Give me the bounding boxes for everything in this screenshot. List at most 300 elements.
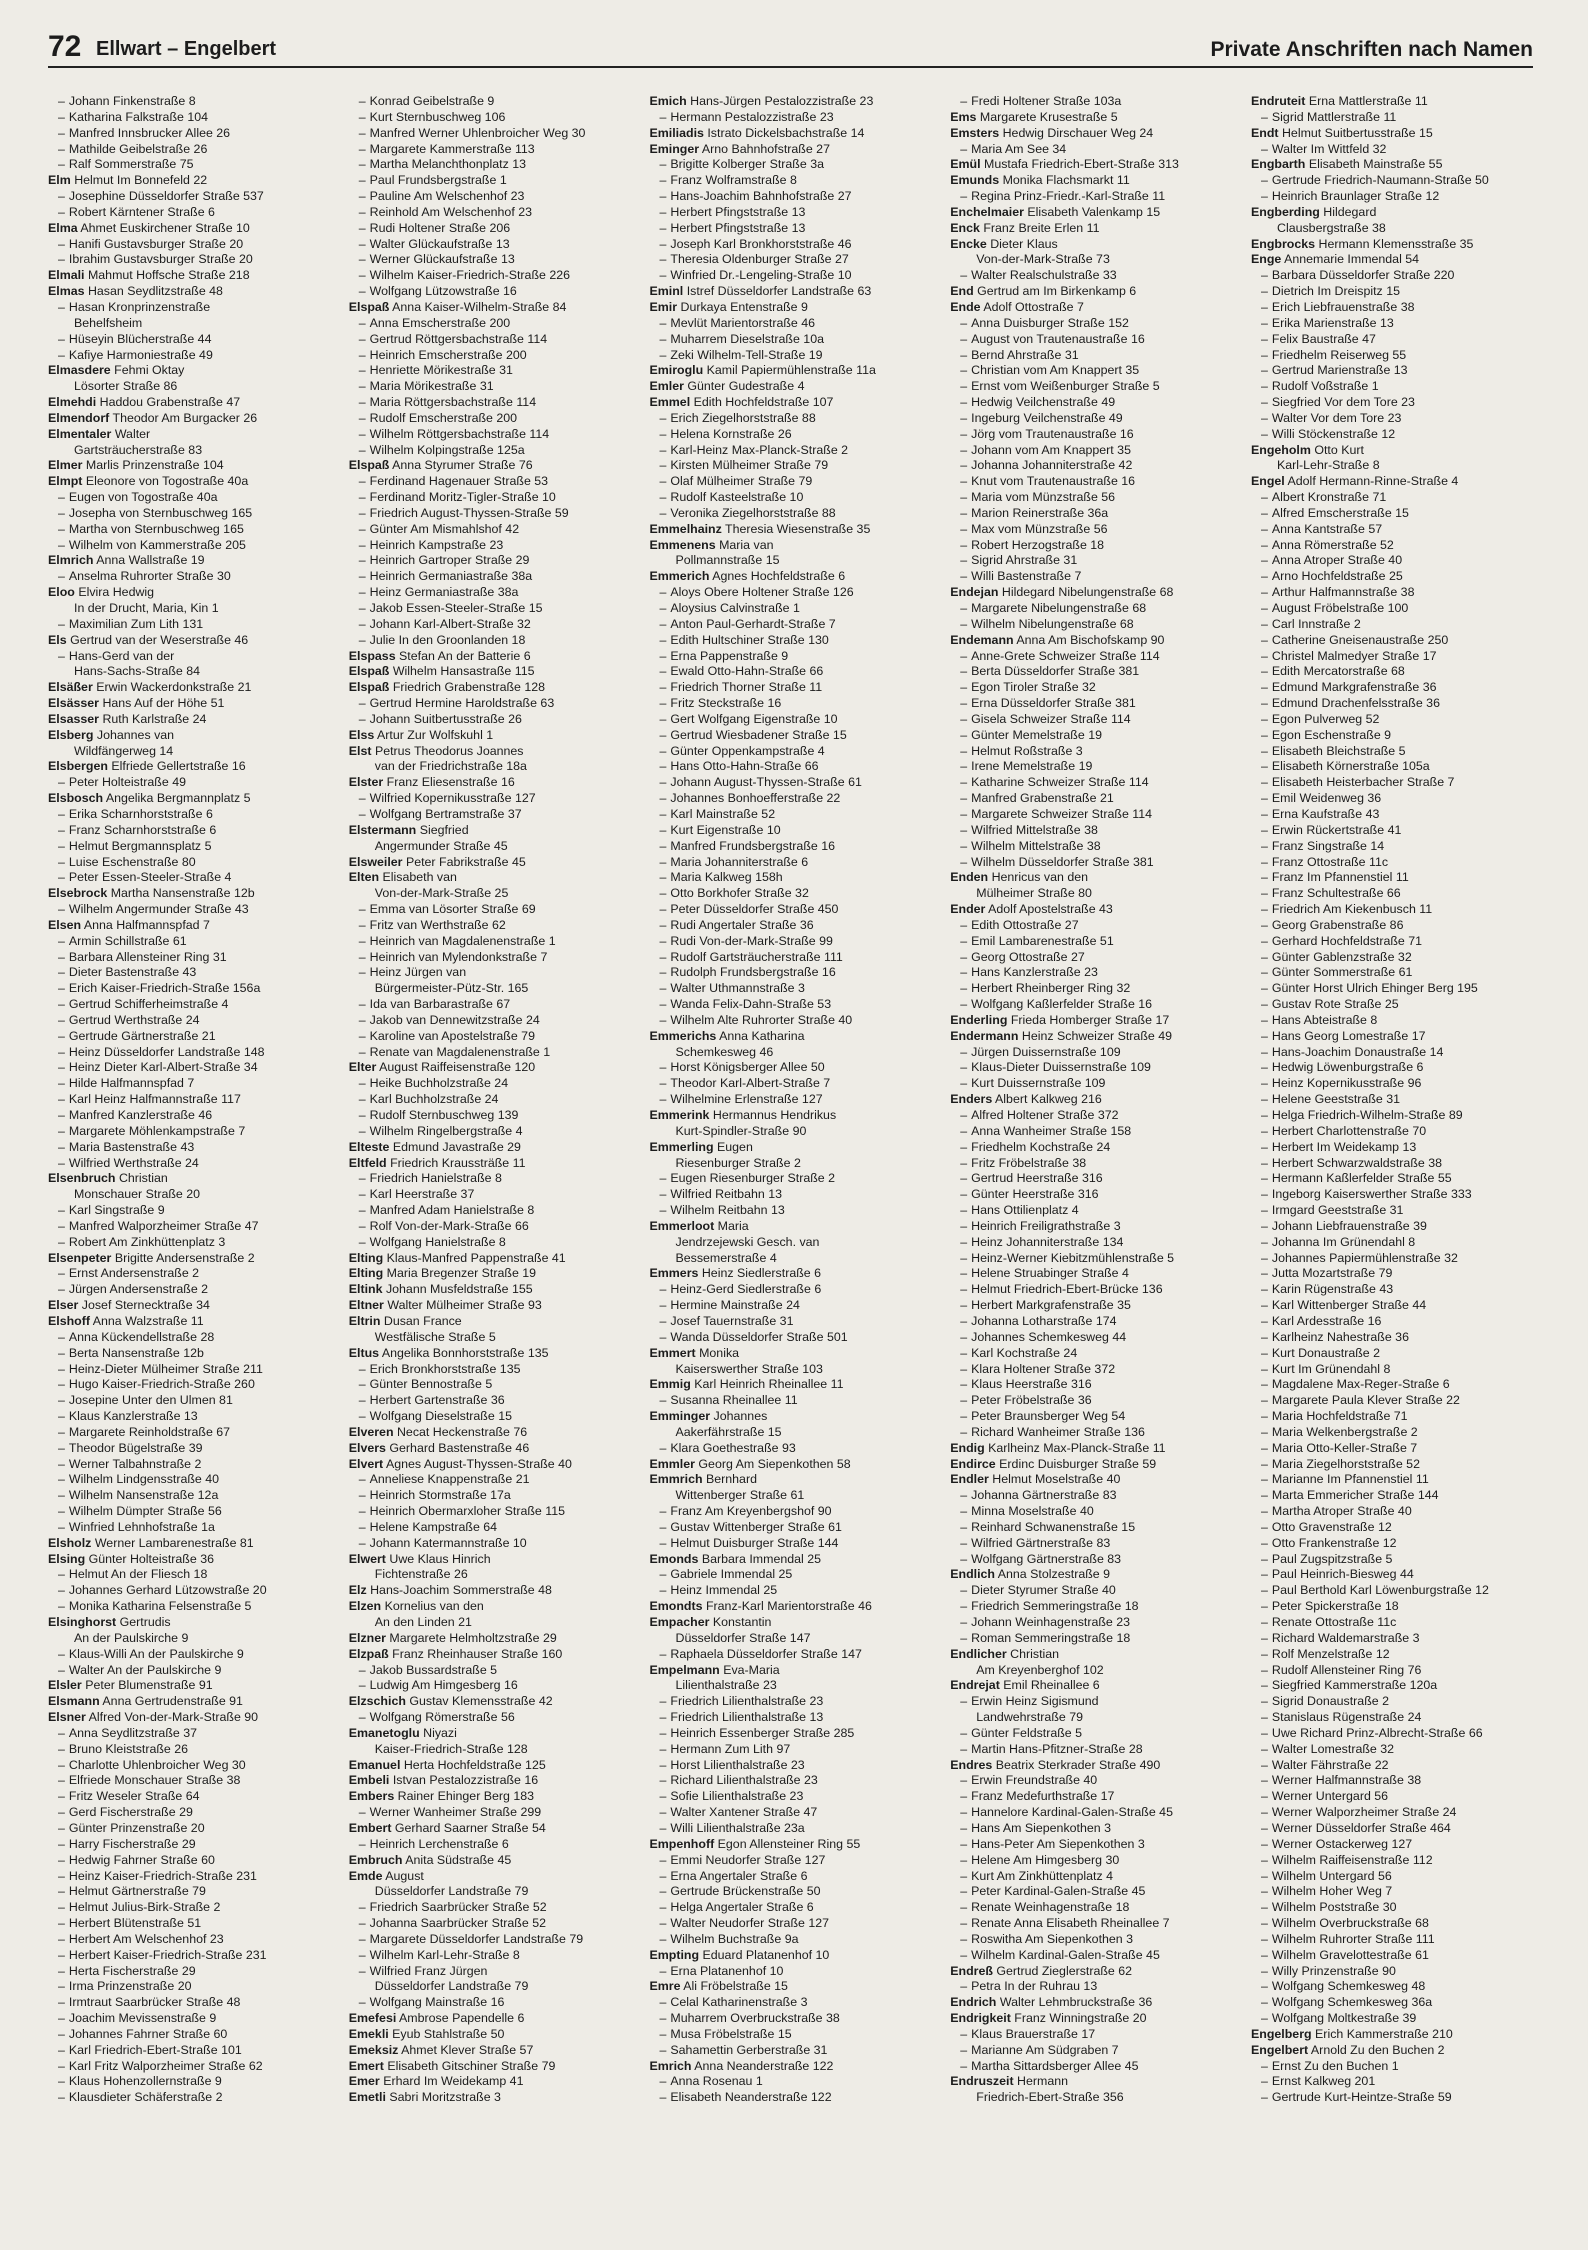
- entry-text: Von-der-Mark-Straße 25: [374, 886, 509, 901]
- sub-entry: – Josephine Düsseldorfer Straße 537: [58, 189, 264, 204]
- entry-text: Heinz Düsseldorfer Landstraße 148: [68, 1044, 265, 1059]
- entry-text: Friedrich Lilienthalstraße 23: [670, 1694, 824, 1709]
- entry-text: Wilhelm Lindgensstraße 40: [68, 1472, 220, 1487]
- entry-text: Erich Kammerstraße 210: [1315, 2026, 1453, 2041]
- entry-text: Marianne Am Südgraben 7: [971, 2042, 1119, 2057]
- sub-entry: – Wolfgang Mainstraße 16: [358, 1995, 505, 2010]
- entry-text: Ali Fröbelstraße 15: [683, 1979, 788, 1994]
- sub-entry: – Klaus Kanzlerstraße 13: [58, 1409, 198, 1424]
- entry-text: Muharrem Dieselstraße 10a: [670, 331, 824, 346]
- sub-entry: – Hans Abteistraße 8: [1261, 1012, 1378, 1027]
- sub-entry: – Musa Fröbelstraße 15: [659, 2026, 792, 2041]
- entry-text: Klara Goethestraße 93: [670, 1440, 796, 1455]
- continuation-line: [48, 664, 330, 680]
- sub-entry: – Johannes Bonhoefferstraße 22: [659, 791, 841, 806]
- sub-entry: – Gertrud Heerstraße 316: [960, 1171, 1103, 1186]
- entry-text: Kurt Duissernstraße 109: [971, 1076, 1106, 1091]
- surname-entry: [950, 221, 1232, 237]
- surname-entry: [349, 1441, 631, 1457]
- entry-text: Heinz Johanniterstraße 134: [971, 1234, 1124, 1249]
- entry-text: Rudolf Voßstraße 1: [1271, 379, 1379, 394]
- entry-text: Egon Allensteiner Ring 55: [717, 1836, 861, 1851]
- surname: Elmendorf: [48, 410, 110, 425]
- continuation-line: [650, 1251, 932, 1267]
- entry-text: Am Kreyenberghof 102: [976, 1662, 1104, 1677]
- sub-entry: – Herbert Gartenstraße 36: [358, 1393, 505, 1408]
- sub-entry: – Hedwig Veilchenstraße 49: [960, 395, 1116, 410]
- entry-text: Wolfgang Moltkestraße 39: [1271, 2011, 1417, 2026]
- sub-entry: – Heinz-Dieter Mülheimer Straße 211: [58, 1361, 263, 1376]
- surname-entry: [349, 2043, 631, 2059]
- sub-entry: – Manfred Adam Hanielstraße 8: [358, 1203, 535, 1218]
- entry-text: Wolfgang Bertramstraße 37: [369, 806, 522, 821]
- entry-text: Wilhelm Kardinal-Galen-Straße 45: [971, 1947, 1160, 1962]
- surname: Elten: [348, 870, 380, 885]
- entry-text: Arno Hochfeldstraße 25: [1271, 569, 1403, 584]
- sub-entry: – Winfried Lehnhofstraße 1a: [58, 1519, 215, 1534]
- entry-text: Elisabeth Körnerstraße 105a: [1271, 759, 1430, 774]
- sub-entry: – Ferdinand Moritz-Tigler-Straße 10: [358, 490, 556, 505]
- sub-entry: – Peter Kardinal-Galen-Straße 45: [960, 1884, 1146, 1899]
- surname: Emetli: [348, 2090, 386, 2105]
- sub-entry: – Emil Weidenweg 36: [1261, 791, 1382, 806]
- entry-text: Fredi Holtener Straße 103a: [971, 94, 1122, 108]
- sub-entry: – Heinrich Kampstraße 23: [358, 537, 504, 552]
- sub-entry: – Maria Ziegelhorststraße 52: [1261, 1456, 1420, 1471]
- surname-entry: [650, 395, 932, 411]
- entry-text: Karl Fritz Walporzheimer Straße 62: [68, 2058, 263, 2073]
- entry-text: Walter Xantener Straße 47: [670, 1805, 818, 1820]
- sub-entry: – Heinz Immendal 25: [659, 1583, 778, 1598]
- surname: Emminger: [649, 1409, 711, 1424]
- entry-text: Adolf Hermann-Rinne-Straße 4: [1287, 474, 1459, 489]
- surname: Enge: [1251, 252, 1282, 267]
- entry-text: Willi Stöckenstraße 12: [1271, 426, 1396, 441]
- surname-entry: [950, 1441, 1232, 1457]
- surname-entry: [650, 1615, 932, 1631]
- entry-text: Maria Am See 34: [971, 141, 1067, 156]
- sub-entry: – Mathilde Geibelstraße 26: [58, 141, 208, 156]
- sub-entry: – Georg Ottostraße 27: [960, 949, 1085, 964]
- sub-entry: – Johann Karl-Albert-Straße 32: [358, 616, 531, 631]
- surname: Emonds: [649, 1551, 699, 1566]
- surname: Emmerink: [649, 1108, 710, 1122]
- entry-text: Fritz Steckstraße 16: [670, 696, 782, 711]
- sub-entry: – Herbert Pfingststraße 13: [659, 204, 806, 219]
- sub-entry: – Theodor Bügelstraße 39: [58, 1440, 203, 1455]
- entry-text: Manfred Walporzheimer Straße 47: [68, 1218, 259, 1233]
- sub-entry: – Regina Prinz-Friedr.-Karl-Straße 11: [960, 189, 1166, 204]
- surname-entry: [349, 823, 631, 839]
- entry-text: Paul Frundsbergstraße 1: [369, 173, 507, 188]
- sub-entry: – Ferdinand Hagenauer Straße 53: [358, 474, 549, 489]
- entry-text: Wilhelm Nansenstraße 12a: [68, 1488, 219, 1503]
- sub-entry: – Wilfried Reitbahn 13: [659, 1187, 782, 1202]
- entry-text: Albert Kronstraße 71: [1271, 490, 1387, 505]
- sub-entry: – Anna Kückendellstraße 28: [58, 1329, 215, 1344]
- entry-text: Paul Berthold Karl Löwenburgstraße 12: [1271, 1583, 1489, 1598]
- entry-text: Maria van: [719, 537, 774, 552]
- surname-entry: [950, 2074, 1232, 2090]
- sub-entry: – Wanda Felix-Dahn-Straße 53: [659, 997, 832, 1012]
- sub-entry: – Arthur Halfmannstraße 38: [1261, 585, 1415, 600]
- sub-entry: – Josepha von Sternbuschweg 165: [58, 505, 253, 520]
- sub-entry: – Johann Liebfrauenstraße 39: [1261, 1218, 1427, 1233]
- sub-entry: – Manfred Walporzheimer Straße 47: [58, 1218, 259, 1233]
- sub-entry: – Julie In den Groonlanden 18: [358, 632, 526, 647]
- entry-text: Angelika Bergmannplatz 5: [105, 791, 251, 806]
- entry-text: Mustafa Friedrich-Ebert-Straße 313: [984, 157, 1179, 172]
- sub-entry: – Veronika Ziegelhorststraße 88: [659, 505, 836, 520]
- entry-text: Ahmet Euskirchener Straße 10: [80, 220, 250, 235]
- sub-entry: – Jürgen Andersenstraße 2: [58, 1282, 209, 1297]
- entry-text: Werner Glückaufstraße 13: [369, 252, 515, 267]
- sub-entry: – Walter Xantener Straße 47: [659, 1805, 818, 1820]
- entry-text: Friedrich Semmeringstraße 18: [971, 1599, 1139, 1614]
- surname: Elsler: [48, 1678, 82, 1693]
- entry-text: Georg Ottostraße 27: [971, 949, 1085, 964]
- entry-text: Erna Platanenhof 10: [670, 1963, 784, 1978]
- entry-text: Hermann Klemensstraße 35: [1318, 236, 1474, 251]
- sub-entry: – Winfried Dr.-Lengeling-Straße 10: [659, 268, 852, 283]
- sub-entry: – Wilfried Werthstraße 24: [58, 1155, 199, 1170]
- surname: Endejan: [950, 585, 999, 600]
- surname: Elsweiler: [348, 854, 403, 869]
- entry-text: Gustav Rote Straße 25: [1271, 997, 1399, 1012]
- sub-entry: – Marion Reinerstraße 36a: [960, 505, 1109, 520]
- entry-text: Johann Finkenstraße 8: [68, 94, 196, 108]
- sub-entry: – Ludwig Am Himgesberg 16: [358, 1678, 518, 1693]
- sub-entry: – Helmut An der Fliesch 18: [58, 1567, 208, 1582]
- entry-text: Sahamettin Gerberstraße 31: [670, 2042, 828, 2057]
- surname-entry: [349, 728, 631, 744]
- entry-text: Hedwig Dirschauer Weg 24: [1002, 125, 1154, 140]
- entry-text: Manfred Grabenstraße 21: [971, 791, 1114, 806]
- entry-text: Wolfgang Dieselstraße 15: [369, 1409, 512, 1424]
- entry-text: Anna Kaiser-Wilhelm-Straße 84: [392, 299, 567, 314]
- entry-text: Monika: [699, 1345, 740, 1360]
- surname-entry: [349, 1599, 631, 1615]
- sub-entry: – Anna Emscherstraße 200: [358, 315, 511, 330]
- surname: Elspaß: [348, 299, 390, 314]
- sub-entry: – Heinrich Emscherstraße 200: [358, 347, 527, 362]
- entry-text: Heinz Kopernikusstraße 96: [1271, 1076, 1422, 1091]
- sub-entry: – Ernst Zu den Buchen 1: [1261, 2058, 1399, 2073]
- surname: Elsasser: [48, 711, 99, 726]
- entry-text: Klaus Hohenzollernstraße 9: [68, 2074, 222, 2089]
- sub-entry: – Irene Memelstraße 19: [960, 759, 1093, 774]
- sub-entry: – Dieter Bastenstraße 43: [58, 965, 197, 980]
- entry-text: Kurt-Spindler-Straße 90: [675, 1123, 807, 1138]
- sub-entry: – Walter Realschulstraße 33: [960, 268, 1117, 283]
- sub-entry: – Johann Suitbertusstraße 26: [358, 711, 522, 726]
- sub-entry: – Karl Buchholzstraße 24: [358, 1092, 499, 1107]
- surname-entry: [349, 2059, 631, 2075]
- surname-entry: [950, 1964, 1232, 1980]
- surname-entry: [349, 1631, 631, 1647]
- surname: Emmrich: [649, 1472, 703, 1487]
- surname-entry: [48, 363, 330, 379]
- surname-entry: [650, 363, 932, 379]
- sub-entry: – Renate Ottostraße 11c: [1261, 1615, 1397, 1629]
- entry-text: Ewald Otto-Hahn-Straße 66: [670, 664, 824, 679]
- entry-text: Aloys Obere Holtener Straße 126: [670, 585, 854, 600]
- entry-text: Jörg vom Trautenaustraße 16: [971, 426, 1134, 441]
- sub-entry: – Elisabeth Neanderstraße 122: [659, 2090, 832, 2105]
- sub-entry: – Karin Rügenstraße 43: [1261, 1282, 1394, 1297]
- entry-text: Herbert Pfingststraße 13: [670, 220, 806, 235]
- sub-entry: – Wilhelm Ringelbergstraße 4: [358, 1123, 523, 1138]
- entry-text: Gertrud Marienstraße 13: [1271, 363, 1408, 378]
- sub-entry: – Franz Schultestraße 66: [1261, 886, 1401, 901]
- sub-entry: – Wilhelm Dümpter Straße 56: [58, 1504, 222, 1519]
- sub-entry: – Hans Am Siepenkothen 3: [960, 1820, 1111, 1835]
- surname: End: [950, 284, 974, 299]
- sub-entry: – Hans-Gerd van der: [58, 648, 175, 663]
- entry-text: Kaiserswerther Straße 103: [675, 1361, 823, 1376]
- continuation-line: [349, 1615, 631, 1631]
- entry-text: Franz Wolframstraße 8: [670, 173, 797, 188]
- entry-text: August Fröbelstraße 100: [1271, 601, 1409, 615]
- sub-entry: – Hermine Mainstraße 24: [659, 1298, 800, 1313]
- entry-text: Elfriede Gellertstraße 16: [111, 759, 246, 774]
- surname: Emekli: [348, 2026, 389, 2041]
- entry-text: Brigitte Andersenstraße 2: [114, 1250, 255, 1265]
- sub-entry: – Petra In der Ruhrau 13: [960, 1979, 1098, 1994]
- entry-text: An der Paulskirche 9: [74, 1630, 189, 1645]
- entry-text: Emil Lambarenestraße 51: [971, 933, 1114, 948]
- entry-text: Hüseyin Blücherstraße 44: [68, 331, 212, 346]
- sub-entry: – Wilhelmine Erlenstraße 127: [659, 1092, 823, 1107]
- sub-entry: – Heinrich van Magdalenenstraße 1: [358, 933, 556, 948]
- sub-entry: – Helga Angertaler Straße 6: [659, 1900, 814, 1915]
- entry-text: Uwe Richard Prinz-Albrecht-Straße 66: [1271, 1725, 1483, 1740]
- entry-text: Herbert Blütenstraße 51: [68, 1916, 202, 1931]
- entry-text: Petrus Theodorus Joannes: [374, 743, 524, 758]
- surname: Emmert: [649, 1345, 696, 1360]
- entry-text: Beatrix Sterkrader Straße 490: [995, 1757, 1161, 1772]
- continuation-line: [950, 1663, 1232, 1679]
- sub-entry: – Celal Katharinenstraße 3: [659, 1995, 808, 2010]
- surname: Elm: [48, 173, 71, 188]
- entry-text: Regina Prinz-Friedr.-Karl-Straße 11: [971, 189, 1166, 204]
- sub-entry: – Horst Königsberger Allee 50: [659, 1060, 825, 1075]
- entry-text: Irmgard Geeststraße 31: [1271, 1203, 1404, 1218]
- sub-entry: – Johanna Saarbrücker Straße 52: [358, 1916, 546, 1931]
- entry-text: Erich Liebfrauenstraße 38: [1271, 299, 1415, 314]
- entry-text: Brigitte Kolberger Straße 3a: [670, 157, 824, 172]
- entry-text: Anna Wanheimer Straße 158: [971, 1123, 1132, 1138]
- sub-entry: – Wilfried Mittelstraße 38: [960, 822, 1098, 837]
- continuation-line: [349, 981, 631, 997]
- entry-text: Luise Eschenstraße 80: [68, 854, 196, 869]
- sub-entry: – Rudi Holtener Straße 206: [358, 220, 511, 235]
- entry-text: Julie In den Groonlanden 18: [369, 632, 526, 647]
- sub-entry: – Emmi Neudorfer Straße 127: [659, 1852, 826, 1867]
- sub-entry: – Gertrud Schifferheimstraße 4: [58, 997, 229, 1012]
- surname-entry: [48, 1710, 330, 1726]
- sub-entry: – Bernd Ahrstraße 31: [960, 347, 1079, 362]
- entry-text: Friedrich Lilienthalstraße 13: [670, 1710, 824, 1725]
- entry-text: Dieter Styrumer Straße 40: [971, 1583, 1116, 1598]
- directory-column-1: [48, 94, 330, 2224]
- entry-text: Karl Friedrich-Ebert-Straße 101: [68, 2042, 242, 2057]
- surname: Elzner: [348, 1630, 386, 1645]
- entry-text: Maria Johanniterstraße 6: [670, 854, 809, 869]
- sub-entry: – Edith Mercatorstraße 68: [1261, 664, 1405, 679]
- entry-text: Maria Welkenbergstraße 2: [1271, 1424, 1418, 1439]
- sub-entry: – Peter Spickerstraße 18: [1261, 1599, 1399, 1614]
- entry-text: Werner Talbahnstraße 2: [68, 1456, 202, 1471]
- surname: Emmenens: [649, 537, 716, 552]
- surname: Engbarth: [1251, 157, 1306, 172]
- continuation-line: [950, 886, 1232, 902]
- sub-entry: – Wolfgang Hanielstraße 8: [358, 1234, 506, 1249]
- entry-text: Maria: [717, 1218, 749, 1233]
- entry-text: Bessemerstraße 4: [675, 1250, 777, 1265]
- surname-entry: [349, 744, 631, 760]
- entry-text: Wilhelm Ringelbergstraße 4: [369, 1123, 523, 1138]
- entry-text: Alfred Von-der-Mark-Straße 90: [88, 1710, 259, 1725]
- sub-entry: – Hans-Peter Am Siepenkothen 3: [960, 1836, 1145, 1851]
- surname-entry: [48, 1678, 330, 1694]
- surname: Emrich: [649, 2058, 692, 2073]
- sub-entry: – Edmund Drachenfelsstraße 36: [1261, 696, 1440, 711]
- entry-text: Katharina Falkstraße 104: [68, 109, 209, 124]
- entry-text: Elisabeth Bleichstraße 5: [1271, 743, 1406, 758]
- surname-entry: [1251, 157, 1533, 173]
- entry-text: Gerhard Bastenstraße 46: [389, 1440, 530, 1455]
- entry-text: Herbert Gartenstraße 36: [369, 1393, 505, 1408]
- sub-entry: – Herbert Markgrafenstraße 35: [960, 1298, 1131, 1313]
- entry-text: Wilhelm Alte Ruhrorter Straße 40: [670, 1012, 853, 1027]
- entry-text: Helmut Gärtnerstraße 79: [68, 1884, 206, 1899]
- entry-text: Hans Georg Lomestraße 17: [1271, 1028, 1426, 1043]
- entry-text: Kamil Papiermühlenstraße 11a: [706, 363, 876, 378]
- surname: Emmig: [649, 1377, 691, 1392]
- sub-entry: – Margarete Kammerstraße 113: [358, 141, 535, 156]
- entry-text: Herbert Markgrafenstraße 35: [971, 1298, 1131, 1313]
- entry-text: Klara Holtener Straße 372: [971, 1361, 1116, 1376]
- surname-entry: [349, 1694, 631, 1710]
- surname: Elsberg: [48, 727, 94, 742]
- entry-text: Elisabeth Heisterbacher Straße 7: [1271, 775, 1455, 790]
- surname: Elmali: [48, 268, 85, 283]
- entry-text: Bernd Ahrstraße 31: [971, 347, 1079, 362]
- surname: Emeksiz: [348, 2042, 399, 2057]
- entry-text: Anna Atroper Straße 40: [1271, 553, 1403, 568]
- entry-text: Manfred Innsbrucker Allee 26: [68, 125, 231, 140]
- surname: Eloo: [48, 585, 75, 600]
- continuation-line: [650, 1235, 932, 1251]
- sub-entry: – Erwin Heinz Sigismund: [960, 1694, 1099, 1709]
- continuation-line: [48, 1631, 330, 1647]
- entry-text: Erich Bronkhorststraße 135: [369, 1361, 521, 1376]
- sub-entry: – Gustav Wittenberger Straße 61: [659, 1519, 842, 1534]
- surname: Elsen: [48, 917, 82, 932]
- surname-entry: [950, 1092, 1232, 1108]
- surname-entry: [349, 1869, 631, 1885]
- sub-entry: – Irma Prinzenstraße 20: [58, 1979, 192, 1994]
- entry-text: Haddou Grabenstraße 47: [99, 395, 241, 410]
- sub-entry: – Peter Braunsberger Weg 54: [960, 1409, 1126, 1424]
- entry-text: Erwin Wackerdonkstraße 21: [96, 680, 252, 695]
- surname-entry: [48, 1694, 330, 1710]
- entry-text: Otto Kurt: [1314, 442, 1364, 457]
- surname: Els: [48, 632, 67, 647]
- surname: Endirce: [950, 1456, 996, 1471]
- surname-entry: [650, 126, 932, 142]
- sub-entry: – Berta Nansenstraße 12b: [58, 1345, 204, 1360]
- surname: Enderling: [950, 1012, 1008, 1027]
- entry-text: Wilhelm Overbruckstraße 68: [1271, 1916, 1429, 1931]
- entry-text: Edith Mercatorstraße 68: [1271, 664, 1405, 679]
- entry-text: Hermann Pestalozzistraße 23: [670, 109, 834, 124]
- sub-entry: – Stanislaus Rügenstraße 24: [1261, 1710, 1422, 1725]
- sub-entry: – Manfred Frundsbergstraße 16: [659, 838, 836, 853]
- sub-entry: – Henriette Mörikestraße 31: [358, 363, 513, 378]
- entry-text: Theodor Bügelstraße 39: [68, 1440, 203, 1455]
- entry-text: Herbert Schwarzwaldstraße 38: [1271, 1155, 1442, 1170]
- surname: Engelberg: [1251, 2026, 1312, 2041]
- entry-text: Joachim Mevissenstraße 9: [68, 2011, 217, 2026]
- sub-entry: – Karl Singstraße 9: [58, 1203, 165, 1218]
- surname-entry: [650, 1663, 932, 1679]
- sub-entry: – Martha Sittardsberger Allee 45: [960, 2058, 1139, 2073]
- continuation-line: [349, 886, 631, 902]
- entry-text: Margarete Schweizer Straße 114: [971, 806, 1153, 821]
- sub-entry: – Heinrich Braunlager Straße 12: [1261, 189, 1440, 204]
- sub-entry: – Anna Atroper Straße 40: [1261, 553, 1403, 568]
- entry-text: Karl Wittenberger Straße 44: [1271, 1298, 1427, 1313]
- sub-entry: – Wilfried Kopernikusstraße 127: [358, 791, 536, 806]
- entry-text: Irene Memelstraße 19: [971, 759, 1093, 774]
- surname: Endlicher: [950, 1646, 1007, 1661]
- surname-entry: [349, 1314, 631, 1330]
- entry-text: Karl Singstraße 9: [68, 1203, 165, 1218]
- entry-text: Karl Kochstraße 24: [971, 1345, 1078, 1360]
- entry-text: Franz-Karl Marientorstraße 46: [705, 1599, 872, 1614]
- sub-entry: – Wilhelm Karl-Lehr-Straße 8: [358, 1947, 520, 1962]
- entry-text: Helga Friedrich-Wilhelm-Straße 89: [1271, 1108, 1463, 1122]
- surname-entry: [650, 1346, 932, 1362]
- sub-entry: – Hans-Joachim Donaustraße 14: [1261, 1044, 1444, 1059]
- entry-text: Heinrich Lerchenstraße 6: [369, 1836, 509, 1851]
- entry-text: Martin Hans-Pfitzner-Straße 28: [971, 1741, 1143, 1756]
- directory-column-2: [349, 94, 631, 2224]
- entry-text: Anna Walzstraße 11: [92, 1313, 204, 1328]
- entry-text: Ernst Zu den Buchen 1: [1271, 2058, 1399, 2073]
- entry-text: Felix Baustraße 47: [1271, 331, 1376, 346]
- surname: Emre: [649, 1979, 681, 1994]
- sub-entry: – Ingeborg Kaiserswerther Straße 333: [1261, 1187, 1472, 1202]
- entry-text: Karl Heinz Halfmannstraße 117: [68, 1092, 241, 1107]
- entry-text: Johann Suitbertusstraße 26: [369, 711, 522, 726]
- surname: Elspaß: [348, 664, 390, 679]
- surname-entry: [950, 902, 1232, 918]
- sub-entry: – Johannes Gerhard Lützowstraße 20: [58, 1583, 267, 1598]
- entry-text: Ida van Barbarastraße 67: [369, 997, 511, 1012]
- surname: Elster: [348, 775, 384, 790]
- surname: Emiliadis: [649, 125, 704, 140]
- sub-entry: – Karl Friedrich-Ebert-Straße 101: [58, 2042, 242, 2057]
- surname: Elmasdere: [48, 363, 111, 378]
- entry-text: Mülheimer Straße 80: [976, 886, 1092, 901]
- sub-entry: – Maria Mörikestraße 31: [358, 379, 494, 394]
- surname: Emmel: [649, 395, 691, 410]
- sub-entry: – Manfred Grabenstraße 21: [960, 791, 1114, 806]
- surname: Encke: [950, 236, 987, 251]
